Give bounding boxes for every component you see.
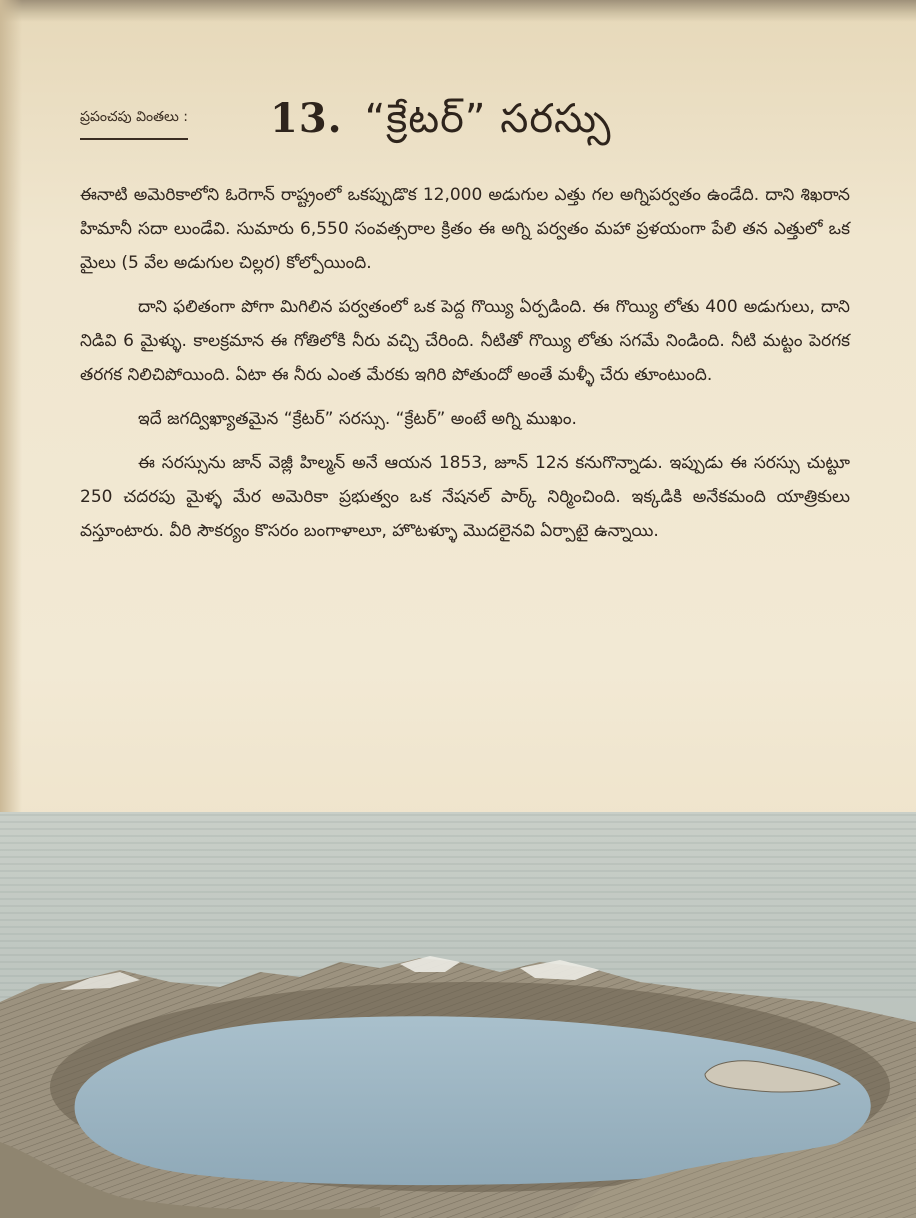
chapter-number: 13. (270, 95, 343, 142)
section-label: ప్రపంచపు వింతలు : (80, 109, 188, 140)
article-body (80, 178, 850, 558)
chapter-title (270, 95, 611, 152)
paragraph-3: ఇదే జగద్విఖ్యాతమైన “క్రేటర్” సరస్సు. “క్రేటర్” అంటే అగ్ని ముఖం. (138, 409, 577, 429)
paragraph-4: ఈ సరస్సును జాన్ వెజ్లీ హిల్మన్ అనే ఆయన 1853, జూన్ 12న కనుగొన్నాడు. ఇప్పుడు ఈ సరస్సు చుట్టూ 250 చదరపు మైళ్ళ మేర అమెరికా ప్రభుత్వం ఒక నేషనల్ పార్క్ నిర్మించింది. ఇక్కడికి అనేకమంది యాత్రికులు వస్తూంటారు. వీరి సౌకర్యం కొసరం బంగాళాలూ, హొటళ్ళూ మొదలైనవి ఏర్పాటై ఉన్నాయి. (80, 453, 850, 541)
chapter-title-text: “క్రేటర్” సరస్సు (364, 96, 612, 142)
paragraph-2: దాని ఫలితంగా పోగా మిగిలిన పర్వతంలో ఒక పెద్ద గొయ్యి ఏర్పడింది. ఈ గొయ్యి లోతు 400 అడుగులు, దాని నిడివి 6 మైళ్ళు. కాలక్రమాన ఈ గోతిలోకి నీరు వచ్చి చేరింది. నీటితో గొయ్యి లోతు సగమే నిండింది. నీటి మట్టం పెరగక తరగక నిలిచిపోయింది. ఏటా ఈ నీరు ఎంత మేరకు ఇగిరి పోతుందో అంతే మళ్ళీ చేరు తూంటుంది. (80, 297, 850, 385)
paragraph-1: ఈనాటి అమెరికాలోని ఓరెగాన్ రాష్ట్రంలో ఒకప్పుడొక 12,000 అడుగుల ఎత్తు గల అగ్నిపర్వతం ఉండేది. దాని శిఖరాన హిమానీ సదా లుండేవి. సుమారు 6,550 సంవత్సరాల క్రితం ఈ అగ్ని పర్వతం మహా ప్రళయంగా పేలి తన ఎత్తులో ఒక మైలు (5 వేల అడుగుల చిల్లర) కోల్పోయింది. (80, 185, 850, 273)
crater-lake-illustration (0, 812, 916, 1218)
page-top-edge (0, 0, 916, 22)
crater-lake-drawing (0, 812, 916, 1218)
chapter-header (80, 95, 840, 165)
page-left-edge (0, 0, 22, 820)
